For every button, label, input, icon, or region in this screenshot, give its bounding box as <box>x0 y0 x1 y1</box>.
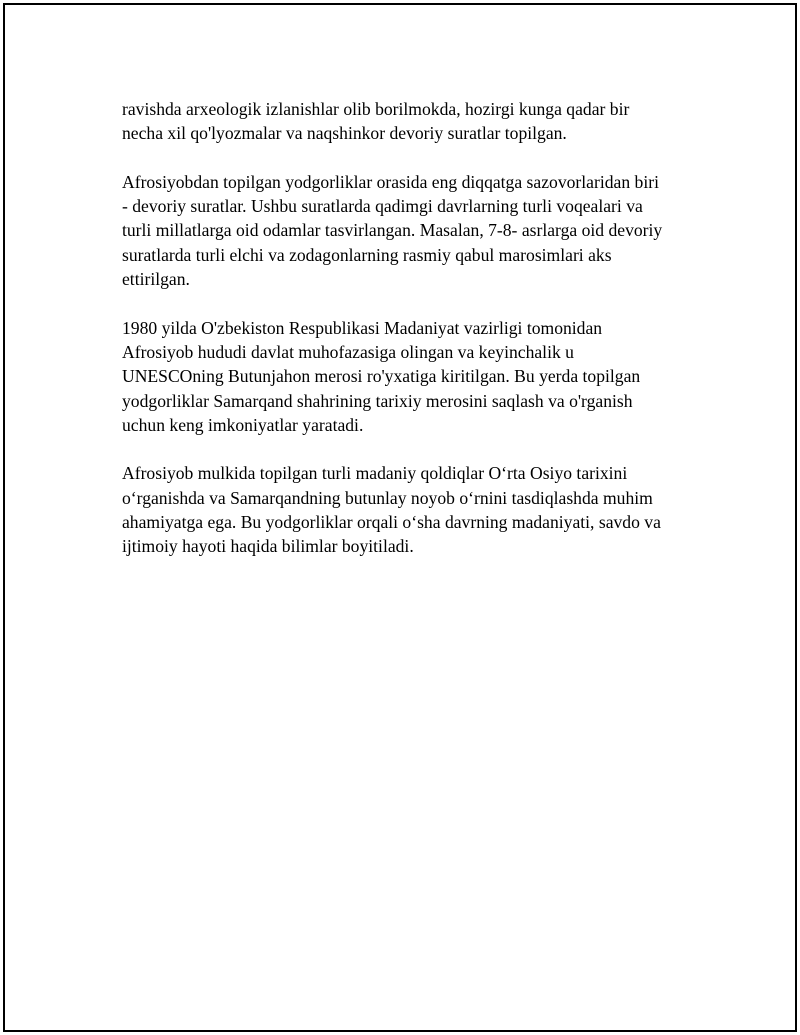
paragraph-3 <box>122 316 702 437</box>
text-line: uchun keng imkoniyatlar yaratadi. <box>122 414 364 435</box>
text-line: UNESCOning Butunjahon merosi ro'yxatiga kiritilgan. Bu yerda topilgan <box>122 366 641 387</box>
text-line: ravishda arxeologik izlanishlar olib borilmokda, hozirgi kunga qadar bir <box>122 99 630 119</box>
text-line: Afrosiyob mulkida topilgan turli madaniy qoldiqlar O‘rta Osiyo tarixini <box>122 463 628 484</box>
text-line: necha xil qo'lyozmalar va naqshinkor devoriy suratlar topilgan. <box>122 123 567 144</box>
text-line: ahamiyatga ega. Bu yodgorliklar orqali o‘sha davrning madaniyati, savdo va <box>122 512 661 533</box>
text-line: o‘rganishda va Samarqandning butunlay noyob o‘rnini tasdiqlashda muhim <box>122 487 653 508</box>
text-line: turli millatlarga oid odamlar tasvirlangan. Masalan, 7-8- asrlarga oid devoriy <box>122 220 663 241</box>
text-line: ijtimoiy hayoti haqida bilimlar boyitiladi. <box>122 536 414 557</box>
paragraph-2 <box>122 170 702 291</box>
document-body <box>122 97 702 583</box>
paragraph-4 <box>122 461 702 558</box>
text-line: 1980 yilda O'zbekiston Respublikasi Madaniyat vazirligi tomonidan <box>122 317 603 338</box>
paragraph-1 <box>122 97 702 146</box>
text-line: suratlarda turli elchi va zodagonlarning rasmiy qabul marosimlari aks <box>122 244 612 265</box>
text-line: yodgorliklar Samarqand shahrining tarixiy merosini saqlash va o'rganish <box>122 390 633 411</box>
text-line: Afrosiyobdan topilgan yodgorliklar orasida eng diqqatga sazovorlaridan biri <box>122 171 659 192</box>
text-line: Afrosiyob hududi davlat muhofazasiga olingan va keyinchalik u <box>122 341 574 362</box>
page-frame <box>3 3 797 1032</box>
text-line: ettirilgan. <box>122 269 190 290</box>
text-line: - devoriy suratlar. Ushbu suratlarda qadimgi davrlarning turli voqealari va <box>122 196 643 217</box>
